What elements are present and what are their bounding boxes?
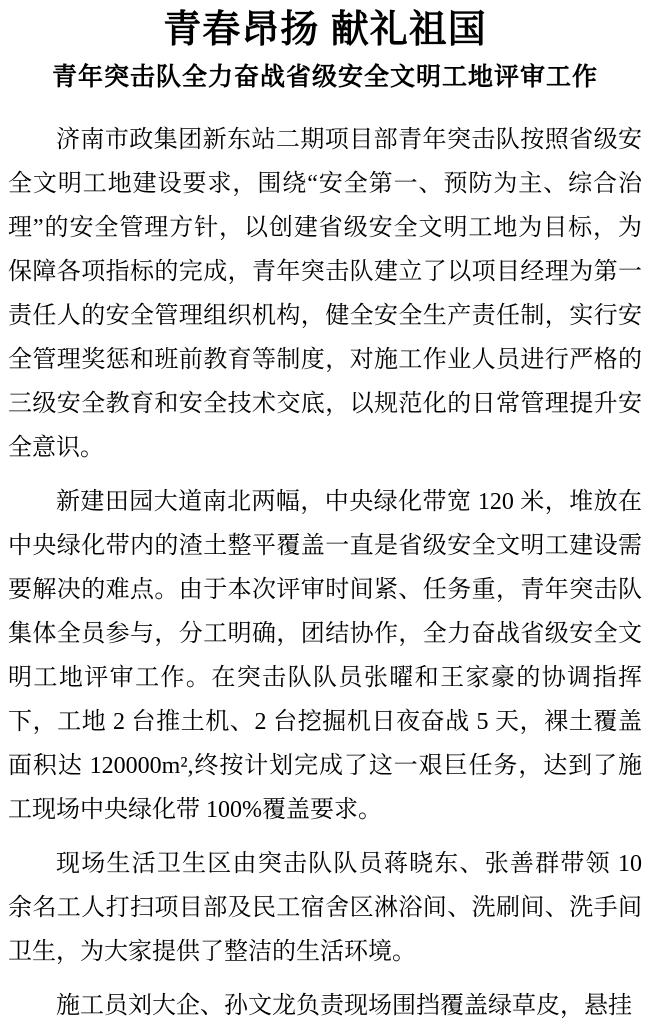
paragraph-4: 施工员刘大企、孙文龙负责现场围挡覆盖绿草皮，悬挂 (56, 993, 632, 1019)
document-title: 青春昂扬 献礼祖国 (163, 9, 487, 51)
document-body (0, 118, 650, 1028)
paragraph-2: 新建田园大道南北两幅，中央绿化带宽 120 米，堆放在中央绿化带内的渣土整平覆盖一直是省级安全文明工建设需要解决的难点。由于本次评审时间紧、任务重，青年突击队集体全员参与，分工明确，团结协作，全力奋战省级安全文明工地评审工作。在突击队队员张曜和王家豪的协调指挥下，工地 2 台推土机、2 台挖掘机日夜奋战 5 天，裸土覆盖面积达 120000m²,终按计划完成了这一艰巨任务，达到了施工现场中央绿化带 100%覆盖要求。 (8, 489, 642, 823)
paragraph-1: 济南市政集团新东站二期项目部青年突击队按照省级安全文明工地建设要求，围绕“安全第一、预防为主、综合治理”的安全管理方针，以创建省级安全文明工地为目标，为保障各项指标的完成，青年突击队建立了以项目经理为第一责任人的安全管理组织机构，健全安全生产责任制，实行安全管理奖惩和班前教育等制度，对施工作业人员进行严格的三级安全教育和安全技术交底，以规范化的日常管理提升安全意识。 (8, 127, 642, 461)
document-subtitle: 青年突击队全力奋战省级安全文明工地评审工作 (51, 64, 598, 91)
paragraph-3: 现场生活卫生区由突击队队员蒋晓东、张善群带领 10 余名工人打扫项目部及民工宿舍区淋浴间、洗刷间、洗手间卫生，为大家提供了整洁的生活环境。 (8, 851, 642, 965)
